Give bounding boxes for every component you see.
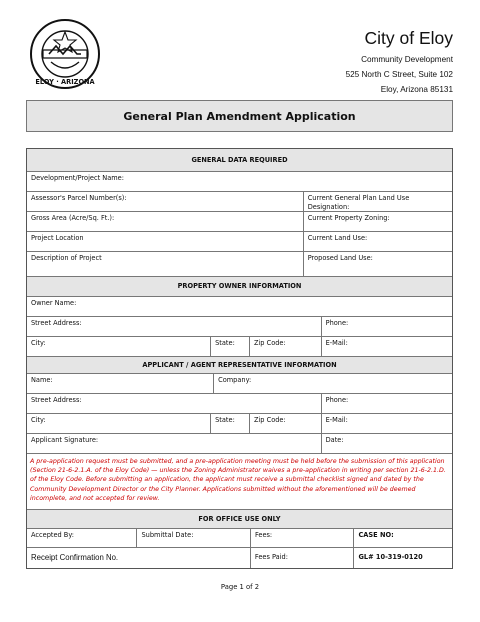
owner-name-field[interactable]: Owner Name:	[31, 299, 77, 307]
application-form	[26, 148, 453, 569]
submittal-date-field[interactable]: Submittal Date:	[136, 529, 249, 547]
current-zoning-field[interactable]: Current Property Zoning:	[303, 212, 452, 231]
section-general-data	[27, 149, 452, 171]
accepted-by-field[interactable]: Accepted By:	[31, 531, 74, 539]
fees-field[interactable]: Fees:	[250, 529, 354, 547]
section-heading: APPLICANT / AGENT REPRESENTATIVE INFORMATION	[142, 360, 337, 369]
owner-city-field[interactable]: City:	[31, 339, 46, 347]
form-row	[27, 433, 452, 453]
receipt-confirmation-field[interactable]: Receipt Confirmation No.	[31, 553, 119, 562]
gross-area-field[interactable]: Gross Area (Acre/Sq. Ft.):	[31, 214, 115, 222]
applicant-zip-field[interactable]: Zip Code:	[249, 414, 321, 433]
section-applicant	[27, 356, 452, 373]
owner-street-field[interactable]: Street Address:	[31, 319, 82, 327]
owner-state-field[interactable]: State:	[210, 337, 249, 356]
form-row	[27, 393, 452, 413]
form-row	[27, 373, 452, 393]
applicant-name-field[interactable]: Name:	[31, 376, 53, 384]
form-title: General Plan Amendment Application	[26, 100, 453, 132]
street-address: 525 North C Street, Suite 102	[345, 70, 453, 79]
current-designation-field[interactable]: Current General Plan Land Use Designation:	[303, 192, 452, 211]
notice-row	[27, 453, 452, 509]
owner-email-field[interactable]: E-Mail:	[321, 337, 452, 356]
page-number: Page 1 of 2	[220, 583, 260, 591]
proposed-land-use-field[interactable]: Proposed Land Use:	[303, 252, 452, 276]
current-land-use-field[interactable]: Current Land Use:	[303, 232, 452, 251]
applicant-street-field[interactable]: Street Address:	[31, 396, 82, 404]
pre-application-notice: A pre-application request must be submitted, and a pre-application meeting must be held before the submission of this application (Section 21-6-2.1.A. of the Eloy Code) — unless the Zoning Administrator waives a pre-application in writing per section 21-6-2.1.D. of the Eloy Code. Before submitting an application, the applicant must receive a submittal checklist signed and dated by the Community Development Director or the City Planner. Applications submitted without the aforementioned will be deemed incomplete, and not accepted for review.	[30, 458, 446, 502]
applicant-signature-field[interactable]: Applicant Signature:	[31, 436, 99, 444]
applicant-date-field[interactable]: Date:	[321, 434, 452, 453]
form-row	[27, 296, 452, 316]
form-row	[27, 191, 452, 211]
section-heading: GENERAL DATA REQUIRED	[191, 155, 288, 164]
applicant-city-field[interactable]: City:	[31, 416, 46, 424]
section-office-use	[27, 509, 452, 528]
owner-zip-field[interactable]: Zip Code:	[249, 337, 321, 356]
form-row	[27, 316, 452, 336]
section-heading: FOR OFFICE USE ONLY	[198, 514, 281, 523]
applicant-phone-field[interactable]: Phone:	[321, 394, 452, 413]
form-row	[27, 547, 452, 568]
form-row	[27, 528, 452, 547]
department-name: Community Development	[361, 55, 453, 64]
case-number-field[interactable]: CASE NO:	[353, 529, 452, 547]
form-row	[27, 336, 452, 356]
applicant-company-field[interactable]: Company:	[213, 374, 452, 393]
fees-paid-field[interactable]: Fees Paid:	[250, 548, 354, 568]
form-row	[27, 231, 452, 251]
form-row	[27, 171, 452, 191]
form-row	[27, 211, 452, 231]
section-property-owner	[27, 276, 452, 296]
applicant-email-field[interactable]: E-Mail:	[321, 414, 452, 433]
form-row	[27, 251, 452, 276]
owner-phone-field[interactable]: Phone:	[321, 317, 452, 336]
form-row	[27, 413, 452, 433]
city-name: City of Eloy	[364, 28, 453, 48]
parcel-number-field[interactable]: Assessor's Parcel Number(s):	[31, 194, 127, 202]
project-location-field[interactable]: Project Location	[31, 234, 84, 242]
city-state-zip: Eloy, Arizona 85131	[380, 85, 453, 94]
svg-text:ELOY · ARIZONA: ELOY · ARIZONA	[35, 78, 95, 86]
city-seal-logo	[29, 18, 101, 90]
applicant-state-field[interactable]: State:	[210, 414, 249, 433]
section-heading: PROPERTY OWNER INFORMATION	[177, 282, 302, 290]
project-name-field[interactable]: Development/Project Name:	[31, 174, 124, 182]
gl-account-number: GL# 10-319-0120	[353, 548, 452, 568]
project-description-field[interactable]: Description of Project	[31, 254, 102, 262]
